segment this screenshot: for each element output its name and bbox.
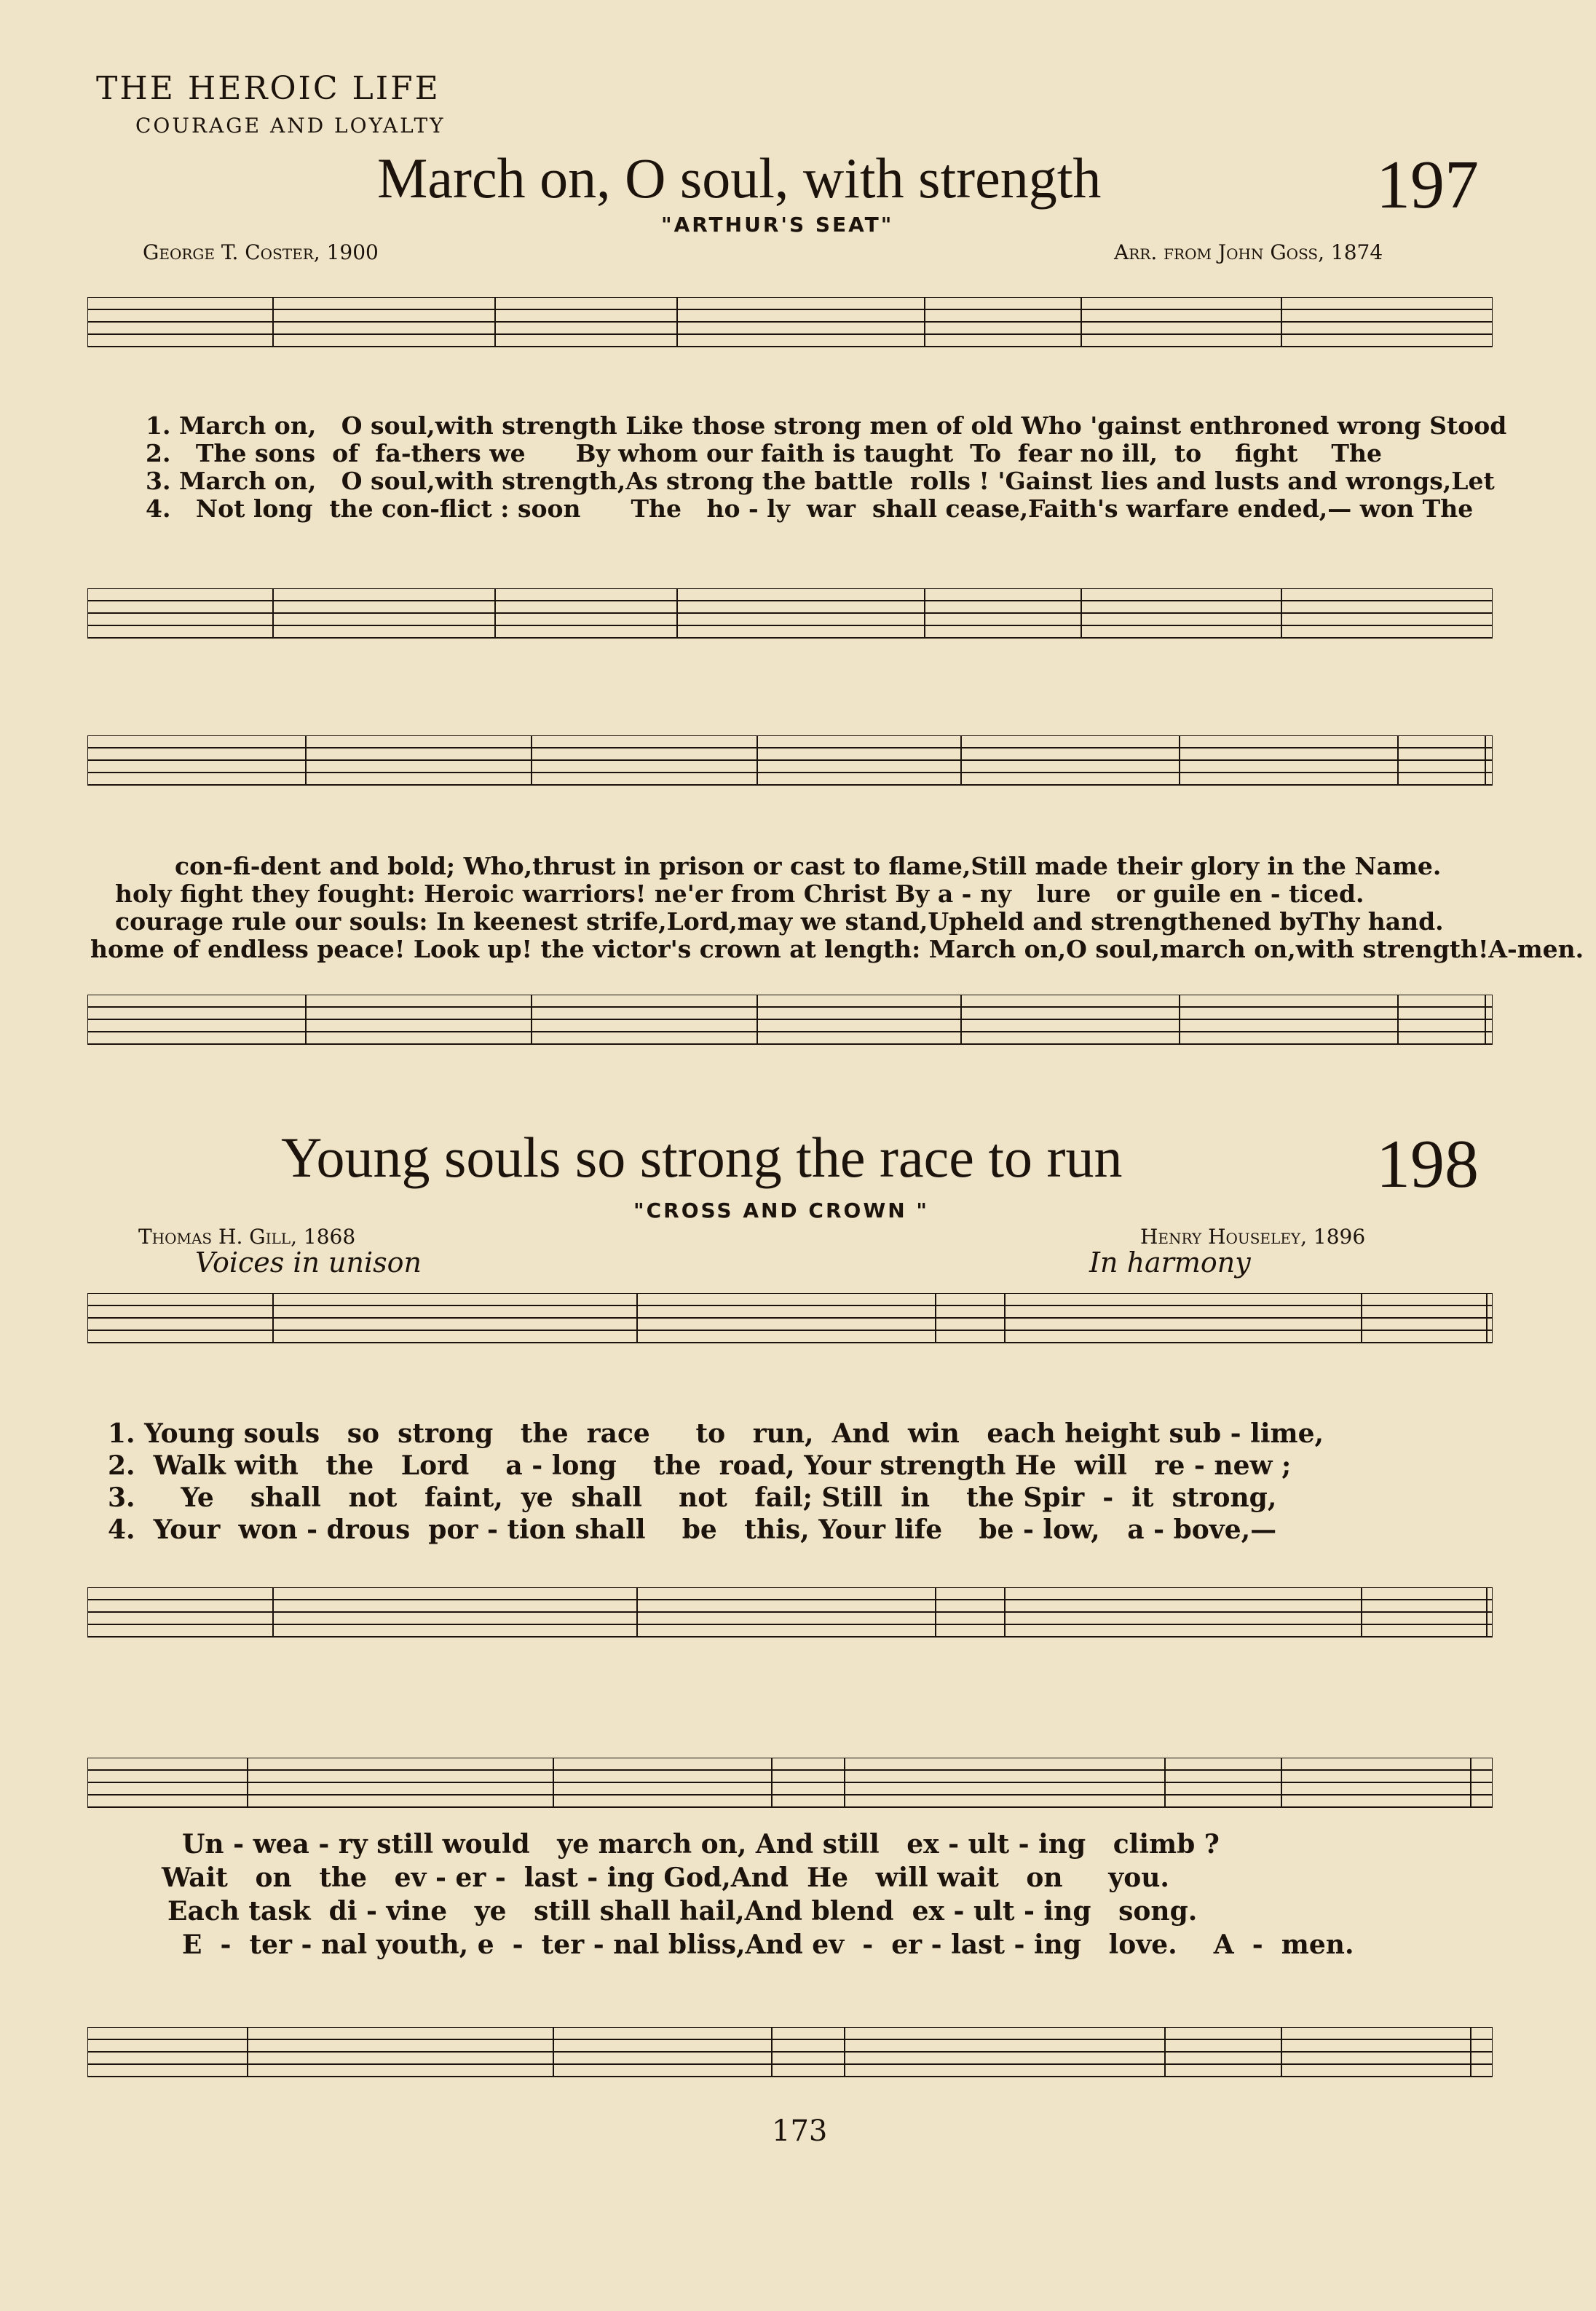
hymn-197-number: 197 — [1376, 147, 1479, 223]
hymn-198-tune: "CROSS AND CROWN " — [633, 1198, 929, 1222]
hymn-198-verse-3-b: Each task di - vine ye still shall hail,And blend ex - ult - ing song. — [167, 1896, 1198, 1927]
hymn-198-verse-4-a: 4. Your won - drous por - tion shall be this, Your life be - low, a - bove,— — [108, 1514, 1277, 1545]
section-heading: THE HEROIC LIFE — [96, 70, 441, 107]
hymn-197-bass-staff-1 — [87, 588, 1493, 661]
hymn-198-verse-1-a: 1. Young souls so strong the race to run, And win each height sub - lime, — [108, 1418, 1324, 1449]
hymn-197-treble-staff-1 — [87, 297, 1493, 370]
hymn-198-bass-staff-2 — [87, 2027, 1493, 2100]
hymn-197-verse-4-a: 4. Not long the con-flict : soon The ho - ly war shall cease,Faith's warfare ended,— won The — [146, 494, 1474, 523]
hymn-197-verse-2-a: 2. The sons of fa-thers we By whom our faith is taught To fear no ill, to fight The — [146, 439, 1382, 467]
hymn-197-verse-3-a: 3. March on, O soul,with strength,As strong the battle rolls ! 'Gainst lies and lusts and wrongs,Let — [146, 467, 1495, 495]
hymn-197-tune: "ARTHUR'S SEAT" — [661, 213, 894, 237]
hymn-198-author: Thomas H. Gill, 1868 — [138, 1225, 356, 1249]
hymn-197-verse-1-a: 1. March on, O soul,with strength Like those strong men of old Who 'gainst enthroned wrong Stood — [146, 411, 1507, 440]
hymn-197-treble-staff-2 — [87, 735, 1493, 808]
hymn-197-verse-2-b: holy fight they fought: Heroic warriors! ne'er from Christ By a - ny lure or guile en - ticed. — [115, 880, 1364, 908]
hymn-198-bass-staff-1 — [87, 1587, 1493, 1660]
hymn-197-author: George T. Coster, 1900 — [143, 240, 379, 264]
hymn-197-verse-3-b: courage rule our souls: In keenest strife,Lord,may we stand,Upheld and strengthened byThy hand. — [115, 907, 1444, 936]
hymn-198-direction-harmony: In harmony — [1089, 1247, 1251, 1279]
hymn-197-title: March on, O soul, with strength — [377, 146, 1102, 210]
hymn-198-composer: Henry Houseley, 1896 — [1140, 1225, 1366, 1249]
hymn-197-verse-4-b: home of endless peace! Look up! the victor's crown at length: March on,O soul,march on,with strength!A-men. — [90, 935, 1584, 963]
hymn-198-verse-4-b: E - ter - nal youth, e - ter - nal bliss,And ev - er - last - ing love. A - men. — [182, 1929, 1354, 1960]
hymn-197-bass-staff-2 — [87, 995, 1493, 1067]
hymn-198-verse-3-a: 3. Ye shall not faint, ye shall not fail; Still in the Spir - it strong, — [108, 1482, 1277, 1513]
hymn-198-verse-2-b: Wait on the ev - er - last - ing God,And He will wait on you. — [162, 1862, 1169, 1893]
subsection-heading: COURAGE AND LOYALTY — [135, 114, 446, 138]
page-number: 173 — [772, 2114, 828, 2148]
hymn-198-direction-unison: Voices in unison — [195, 1247, 422, 1279]
hymn-197-verse-1-b: con-fi-dent and bold; Who,thrust in prison or cast to flame,Still made their glory in the Name. — [175, 852, 1442, 880]
hymn-198-number: 198 — [1376, 1126, 1479, 1202]
hymn-198-treble-staff-1 — [87, 1293, 1493, 1366]
hymn-197-composer: Arr. from John Goss, 1874 — [1114, 240, 1383, 264]
hymn-198-verse-2-a: 2. Walk with the Lord a - long the road, Your strength He will re - new ; — [108, 1450, 1292, 1481]
hymn-198-treble-staff-2 — [87, 1758, 1493, 1830]
hymn-198-verse-1-b: Un - wea - ry still would ye march on, And still ex - ult - ing climb ? — [182, 1829, 1220, 1860]
hymn-198-title: Young souls so strong the race to run — [281, 1126, 1123, 1189]
